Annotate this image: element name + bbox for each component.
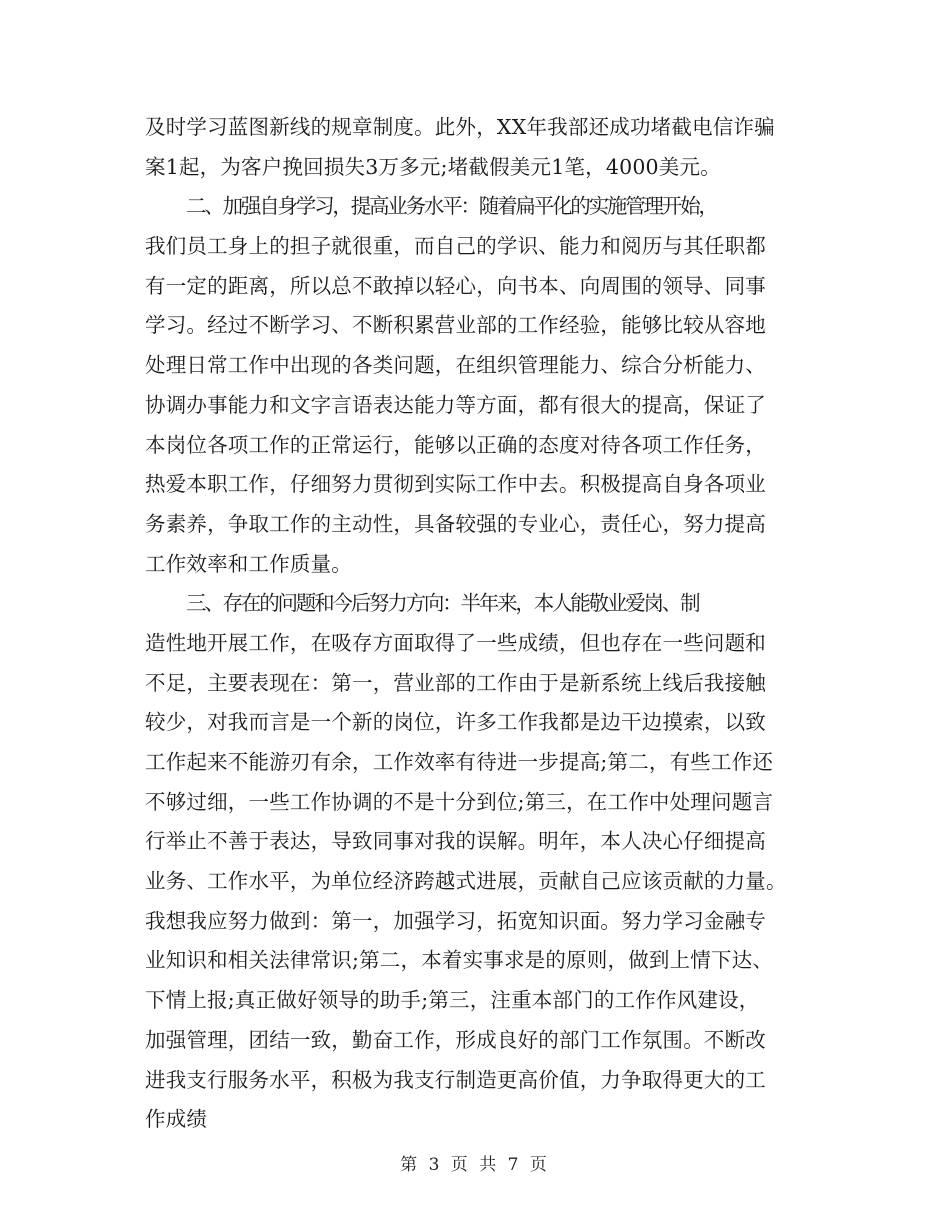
text-line: 协调办事能力和文字言语表达能力等方面，都有很大的提高，保证了 <box>145 392 766 417</box>
text-line: 案1起，为客户挽回损失3万多元;堵截假美元1笔，4000美元。 <box>145 154 721 179</box>
text-line: 我想我应努力做到：第一，加强学习，拓宽知识面。努力学习金融专 <box>145 908 766 933</box>
text-line: 业知识和相关法律常识;第二，本着实事求是的原则，做到上情下达、 <box>145 948 774 973</box>
text-line: 处理日常工作中出现的各类问题，在组织管理能力、综合分析能力、 <box>145 353 766 378</box>
text-line: 务素养，争取工作的主动性，具备较强的专业心，责任心，努力提高 <box>145 511 766 536</box>
text-line: 我们员工身上的担子就很重，而自己的学识、能力和阅历与其任职都 <box>145 234 766 259</box>
text-line: 下情上报;真正做好领导的助手;第三，注重本部门的工作作风建设， <box>145 988 760 1013</box>
text-line: 二、加强自身学习，提高业务水平：随着扁平化的实施管理开始， <box>186 194 717 219</box>
text-line: 有一定的距离，所以总不敢掉以轻心，向书本、向周围的领导、同事 <box>145 273 766 298</box>
text-line: 进我支行服务水平，积极为我支行制造更高价值，力争取得更大的工 <box>145 1067 766 1092</box>
text-line: 热爱本职工作，仔细努力贯彻到实际工作中去。积极提高自身各项业 <box>145 472 766 497</box>
text-line: 本岗位各项工作的正常运行，能够以正确的态度对待各项工作任务， <box>145 432 766 457</box>
text-line: 学习。经过不断学习、不断积累营业部的工作经验，能够比较从容地 <box>145 313 766 338</box>
text-line: 不够过细，一些工作协调的不是十分到位;第三，在工作中处理问题言 <box>145 789 774 814</box>
page-number-footer: 第 3 页 共 7 页 <box>400 1155 550 1175</box>
text-line: 较少，对我而言是一个新的岗位，许多工作我都是边干边摸索，以致 <box>145 710 766 735</box>
text-line: 作成绩 <box>145 1107 208 1132</box>
text-line: 业务、工作水平，为单位经济跨越式进展，贡献自己应该贡献的力量。 <box>145 869 787 894</box>
text-line: 及时学习蓝图新线的规章制度。此外，XX年我部还成功堵截电信诈骗 <box>145 115 775 139</box>
text-line: 工作起来不能游刃有余，工作效率有待进一步提高;第二，有些工作还 <box>145 750 774 774</box>
text-line: 不足，主要表现在：第一，营业部的工作由于是新系统上线后我接触 <box>145 670 766 695</box>
text-line: 造性地开展工作，在吸存方面取得了一些成绩，但也存在一些问题和 <box>145 630 766 655</box>
text-line: 工作效率和工作质量。 <box>145 551 352 576</box>
text-line: 加强管理，团结一致，勤奋工作，形成良好的部门工作氛围。不断改 <box>145 1027 766 1052</box>
text-line: 三、存在的问题和今后努力方向：半年来，本人能敬业爱岗、制 <box>186 591 699 616</box>
text-line: 行举止不善于表达，导致同事对我的误解。明年，本人决心仔细提高 <box>145 829 766 854</box>
document-body <box>145 108 810 1140</box>
